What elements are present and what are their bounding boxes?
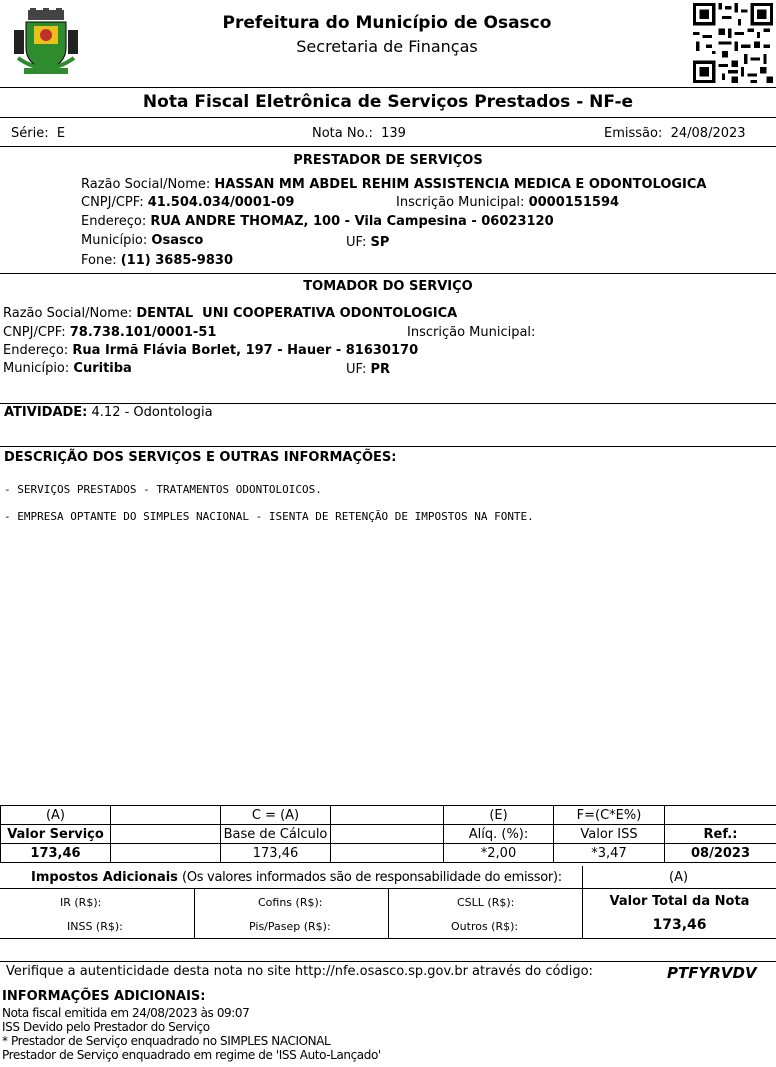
tomador-municipio-value: Curitiba <box>73 361 132 376</box>
valores-table <box>0 805 776 863</box>
tomador-razao-label: Razão Social/Nome: <box>3 306 133 321</box>
atividade <box>4 405 213 420</box>
info-line: Nota fiscal emitida em 24/08/2023 às 09:07 <box>2 1006 250 1020</box>
inss-label: INSS (R$): <box>67 920 123 933</box>
prestador-razao <box>81 177 707 192</box>
nota-label: Nota No.: <box>312 126 373 141</box>
document-title: Nota Fiscal Eletrônica de Serviços Prestados - NF-e <box>142 92 634 112</box>
pis-label: Pis/Pasep (R$): <box>249 920 331 933</box>
valor-iss-label: Valor ISS <box>554 825 665 844</box>
impostos-title <box>31 870 562 885</box>
tomador-municipio <box>3 361 132 376</box>
atividade-label: ATIVIDADE: <box>4 405 88 420</box>
valores-header-row <box>1 806 776 825</box>
prestador-im-value: 0000151594 <box>528 195 620 210</box>
atividade-value: 4.12 - Odontologia <box>91 405 213 420</box>
prestador-im <box>396 195 619 210</box>
empty-cell <box>111 806 221 825</box>
vertical-divider <box>388 888 389 938</box>
tomador-endereco-value: Rua Irmã Flávia Borlet, 197 - Hauer - 81630170 <box>72 343 419 358</box>
impostos-title-note: (Os valores informados são de responsabilidade do emissor): <box>182 870 562 885</box>
info-line: * Prestador de Serviço enquadrado no SIMPLES NACIONAL <box>2 1034 331 1048</box>
col-e-header: (E) <box>444 806 554 825</box>
cofins-label: Cofins (R$): <box>258 896 323 909</box>
empty-cell <box>331 844 444 863</box>
prestador-municipio <box>81 233 203 248</box>
valores-value-row <box>1 844 776 863</box>
descricao-title: DESCRIÇÃO DOS SERVIÇOS E OUTRAS INFORMAÇÕES: <box>4 450 397 465</box>
col-c-header: C = (A) <box>221 806 331 825</box>
col-a-header: (A) <box>1 806 111 825</box>
tomador-uf-value: PR <box>370 362 391 377</box>
prestador-cnpj-label: CNPJ/CPF: <box>81 195 144 210</box>
tomador-cnpj-label: CNPJ/CPF: <box>3 325 66 340</box>
tomador-im <box>407 325 535 340</box>
info-line: Prestador de Serviço enquadrado em regime de 'ISS Auto-Lançado' <box>2 1048 381 1062</box>
tomador-endereco <box>3 343 418 358</box>
coat-of-arms-logo <box>10 8 82 78</box>
tomador-endereco-label: Endereço: <box>3 343 69 358</box>
vertical-divider <box>194 888 195 938</box>
divider <box>0 117 776 118</box>
prestador-razao-value: HASSAN MM ABDEL REHIM ASSISTENCIA MEDICA E ODONTOLOGICA <box>214 177 707 192</box>
ref-label: Ref.: <box>665 825 776 844</box>
base-calculo-label: Base de Cálculo <box>221 825 331 844</box>
prestador-uf <box>346 235 389 250</box>
prestador-fone-value: (11) 3685-9830 <box>120 253 233 268</box>
secretariat-subtitle: Secretaria de Finanças <box>296 37 478 56</box>
outros-label: Outros (R$): <box>451 920 519 933</box>
divider <box>0 273 776 274</box>
aliquota-value: *2,00 <box>444 844 554 863</box>
municipality-title: Prefeitura do Município de Osasco <box>222 13 552 33</box>
empty-cell <box>665 806 776 825</box>
base-calculo-value: 173,46 <box>221 844 331 863</box>
nota-value: 139 <box>381 126 406 141</box>
csll-label: CSLL (R$): <box>457 896 515 909</box>
qr-code <box>693 3 773 83</box>
emissao-value: 24/08/2023 <box>670 126 746 141</box>
valores-label-row <box>1 825 776 844</box>
verification-text: Verifique a autenticidade desta nota no site http://nfe.osasco.sp.gov.br através do código: <box>6 964 593 979</box>
divider <box>0 446 776 447</box>
prestador-razao-label: Razão Social/Nome: <box>81 177 211 192</box>
prestador-section-title: PRESTADOR DE SERVIÇOS <box>293 153 483 168</box>
prestador-uf-label: UF: <box>346 235 367 250</box>
aliquota-label: Alíq. (%): <box>444 825 554 844</box>
impostos-title-bold: Impostos Adicionais <box>31 870 178 885</box>
serie-field <box>11 126 65 141</box>
tomador-im-label: Inscrição Municipal: <box>407 325 536 340</box>
emissao-label: Emissão: <box>604 126 663 141</box>
ir-label: IR (R$): <box>60 896 102 909</box>
nota-number-field <box>312 126 406 141</box>
prestador-endereco-value: RUA ANDRE THOMAZ, 100 - Vila Campesina - 06023120 <box>150 214 554 229</box>
prestador-im-label: Inscrição Municipal: <box>396 195 525 210</box>
tomador-uf-label: UF: <box>346 362 367 377</box>
info-title: INFORMAÇÕES ADICIONAIS: <box>2 989 206 1004</box>
tomador-uf <box>346 362 390 377</box>
verification-code: PTFYRVDV <box>667 964 757 982</box>
empty-cell <box>331 825 444 844</box>
prestador-cnpj <box>81 195 294 210</box>
prestador-fone-label: Fone: <box>81 253 117 268</box>
tomador-razao-value: DENTAL UNI COOPERATIVA ODONTOLOGICA <box>136 306 458 321</box>
descricao-line: - SERVIÇOS PRESTADOS - TRATAMENTOS ODONTOLOICOS. <box>4 483 322 496</box>
prestador-fone <box>81 253 233 268</box>
prestador-municipio-label: Município: <box>81 233 148 248</box>
serie-label: Série: <box>11 126 49 141</box>
descricao-line: - EMPRESA OPTANTE DO SIMPLES NACIONAL - ISENTA DE RETENÇÃO DE IMPOSTOS NA FONTE. <box>4 510 534 523</box>
impostos-col-a: (A) <box>669 870 689 885</box>
tomador-cnpj <box>3 325 216 340</box>
divider <box>0 146 776 147</box>
prestador-cnpj-value: 41.504.034/0001-09 <box>147 195 295 210</box>
empty-cell <box>331 806 444 825</box>
prestador-municipio-value: Osasco <box>151 233 204 248</box>
prestador-endereco-label: Endereço: <box>81 214 147 229</box>
empty-cell <box>111 844 221 863</box>
serie-value: E <box>56 126 66 141</box>
empty-cell <box>111 825 221 844</box>
info-line: ISS Devido pelo Prestador do Serviço <box>2 1020 210 1034</box>
divider <box>0 961 776 962</box>
prestador-uf-value: SP <box>370 235 390 250</box>
valor-iss-value: *3,47 <box>554 844 665 863</box>
tomador-section-title: TOMADOR DO SERVIÇO <box>303 279 473 294</box>
emissao-field <box>604 126 746 141</box>
prestador-endereco <box>81 214 554 229</box>
divider <box>0 938 776 939</box>
divider <box>0 403 776 404</box>
valor-total-value: 173,46 <box>652 917 707 933</box>
valor-total-label: Valor Total da Nota <box>609 894 750 909</box>
tomador-razao <box>3 306 457 321</box>
col-f-header: F=(C*E%) <box>554 806 665 825</box>
tomador-municipio-label: Município: <box>3 361 70 376</box>
tomador-cnpj-value: 78.738.101/0001-51 <box>69 325 217 340</box>
ref-value: 08/2023 <box>665 844 776 863</box>
divider <box>0 87 776 88</box>
valor-servico-value: 173,46 <box>1 844 111 863</box>
valor-servico-label: Valor Serviço <box>1 825 111 844</box>
